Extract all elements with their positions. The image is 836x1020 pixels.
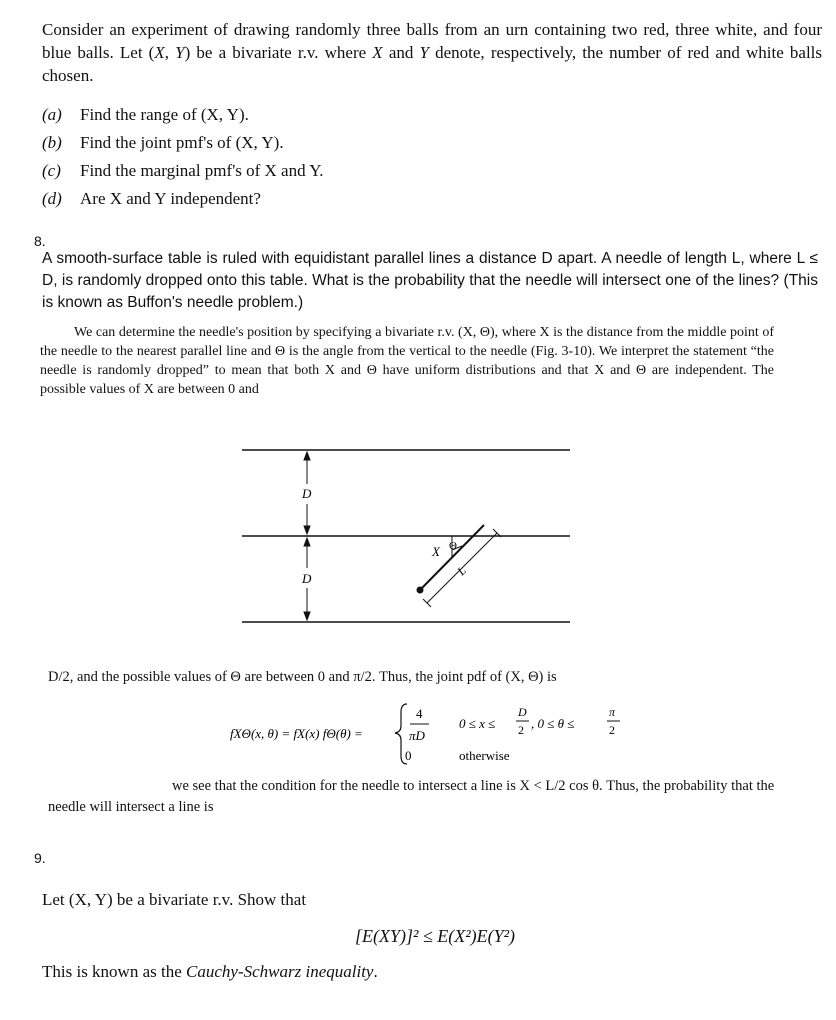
label-theta: Θ — [449, 540, 457, 552]
problem-9-statement: Let (X, Y) be a bivariate r.v. Show that — [42, 890, 307, 909]
var-y: Y — [175, 43, 185, 62]
part-a: (a) Find the range of (X, Y). — [42, 105, 249, 124]
buffon-needle-diagram — [0, 400, 836, 640]
needle-end — [417, 587, 424, 594]
problem-8-solution-part3: we see that the condition for the needle to intersect a line is X < L/2 cos θ. Thus, the probability that the needle will intersect a line is — [48, 778, 775, 815]
svg-text:2: 2 — [518, 723, 524, 737]
part-b: (b) Find the joint pmf's of (X, Y). — [42, 133, 284, 152]
problem-8-solution-part1: We can determine the needle's position by specifying a bivariate r.v. (X, Θ), where X is the distance from the middle point of the needle to the nearest parallel line and Θ is the angle from the vertical to the needle (Fig. 3-10). We interpret the statement “the needle is randomly dropped” to mean that both X and Θ have uniform distributions and that X and Θ are independent. The possible values of X are between 0 and — [40, 325, 774, 397]
svg-text:otherwise: otherwise — [459, 748, 510, 763]
svg-text:0 ≤ x ≤: 0 ≤ x ≤ — [459, 716, 496, 731]
svg-text:0: 0 — [405, 748, 412, 763]
cauchy-schwarz-name: Cauchy-Schwarz inequality — [186, 962, 374, 981]
eq-lhs: fXΘ(x, θ) = fX(x) fΘ(θ) = — [230, 726, 363, 741]
problem-8-number: 8. — [34, 233, 46, 249]
part-c: (c) Find the marginal pmf's of X and Y. — [42, 161, 324, 180]
svg-text:2: 2 — [609, 723, 615, 737]
joint-pdf-equation — [215, 696, 685, 770]
cauchy-schwarz-inequality: [E(XY)]² ≤ E(X²)E(Y²) — [355, 926, 516, 946]
problem-8-solution-part2: D/2, and the possible values of Θ are between 0 and π/2. Thus, the joint pdf of (X, Θ) is — [48, 669, 557, 685]
problem-8-question: A smooth-surface table is ruled with equidistant parallel lines a distance D apart. A needle of length L, where L ≤ D, is randomly dropped onto this table. What is the probability that the needle will intersect one of the lines? (This is known as Buffon's needle problem.) — [42, 250, 818, 311]
problem-7-parts — [42, 101, 324, 213]
svg-text:πD: πD — [409, 728, 425, 743]
var-x: X — [154, 43, 165, 62]
problem-7-intro: Consider an experiment of drawing randomly three balls from an urn containing two red, three white, and four blue balls. Let (X, Y) be a bivariate r.v. where X and Y denote, respectively, the number of red and white balls chosen. — [42, 20, 823, 85]
svg-text:4: 4 — [416, 706, 423, 721]
problem-9-number: 9. — [34, 850, 46, 866]
part-d: (d) Are X and Y independent? — [42, 189, 261, 208]
problem-9-closing: This is known as the Cauchy-Schwarz inequality. — [42, 962, 378, 981]
label-x: X — [432, 544, 440, 559]
svg-text:D: D — [518, 705, 527, 719]
svg-text:π: π — [609, 705, 616, 719]
label-d-top: D — [302, 486, 312, 501]
label-l: L — [454, 563, 469, 579]
label-d-bottom: D — [302, 571, 312, 586]
svg-text:, 0 ≤ θ ≤: , 0 ≤ θ ≤ — [531, 716, 575, 731]
